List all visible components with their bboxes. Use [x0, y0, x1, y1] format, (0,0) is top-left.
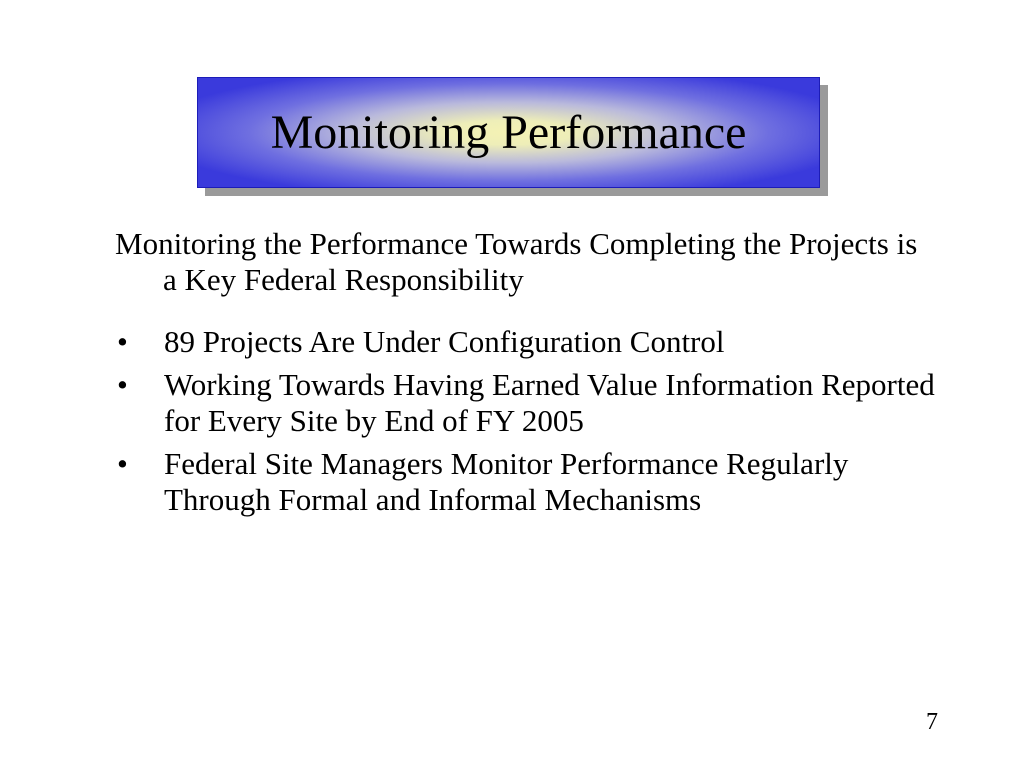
- bullet-item: [115, 324, 935, 360]
- bullet-list: [115, 324, 935, 518]
- bullet-icon: •: [117, 324, 128, 359]
- slide-body: [115, 226, 935, 525]
- bullet-item: [115, 446, 935, 518]
- bullet-text: Working Towards Having Earned Value Information Reported for Every Site by End of FY 2005: [164, 367, 935, 438]
- bullet-icon: •: [117, 367, 128, 402]
- bullet-item: [115, 367, 935, 439]
- page-number: 7: [926, 709, 938, 735]
- bullet-icon: •: [117, 446, 128, 481]
- title-box: [197, 77, 820, 188]
- bullet-text: 89 Projects Are Under Configuration Control: [164, 324, 725, 359]
- bullet-text: Federal Site Managers Monitor Performance Regularly Through Formal and Informal Mechanisms: [164, 446, 849, 517]
- slide-title: Monitoring Performance: [270, 105, 747, 159]
- intro-paragraph: Monitoring the Performance Towards Completing the Projects is a Key Federal Responsibility: [115, 226, 918, 297]
